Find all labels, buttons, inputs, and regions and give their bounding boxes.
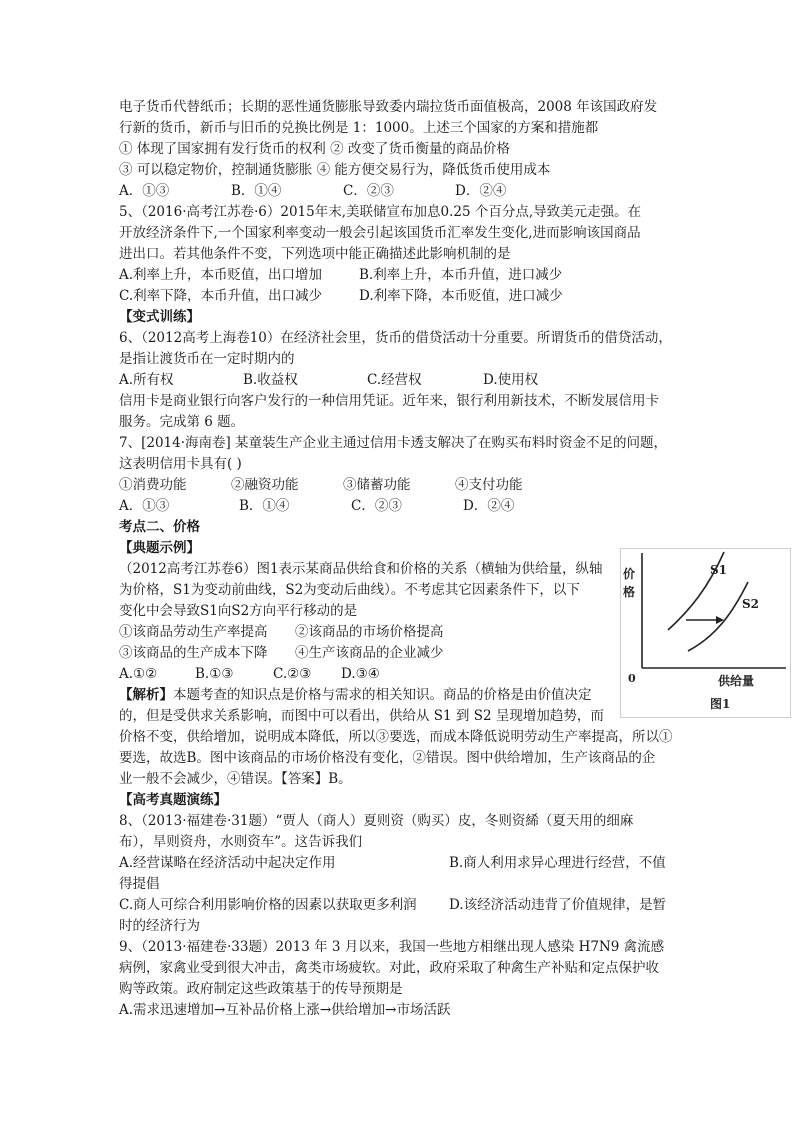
figure-caption: 图1 <box>710 697 731 711</box>
text-line: 7、[2014·海南卷] 某童装生产企业主通过信用卡透支解决了在购买布料时资金不足的问题， <box>119 435 668 451</box>
answer-option: ①消费功能 <box>119 477 187 493</box>
text-line: 服务。完成第 6 题。 <box>119 414 245 430</box>
answer-option: ③该商品的生产成本下降 <box>119 645 268 661</box>
answer-option: D．②④ <box>455 183 507 199</box>
text-line: A.需求迅速增加→互补品价格上涨→供给增加→市场活跃 <box>119 1002 451 1018</box>
analysis-label: 【解析】 <box>119 687 173 703</box>
answer-option: A.①② <box>119 666 158 682</box>
answer-option: A.利率上升，本币贬值，出口增加 <box>119 267 323 283</box>
supply-price-figure <box>620 548 791 718</box>
text-line: 信用卡是商业银行向客户发行的一种信用凭证。近年来，银行利用新技术，不断发展信用卡 <box>119 393 659 409</box>
answer-option: ④支付功能 <box>455 477 523 493</box>
text-line: 8、（2013·福建卷·31题）“贾人（商人）夏则资（购买）皮，冬则资絺（夏天用的细麻 <box>119 813 634 829</box>
x-axis-label: 供给量 <box>718 674 755 688</box>
text-line: ③ 可以稳定物价，控制通货膨胀 ④ 能方便交易行为，降低货币使用成本 <box>119 162 551 178</box>
supply-curve-chart <box>620 548 791 718</box>
answer-option: B.商人利用求异心理进行经营，不值 <box>449 855 666 871</box>
text-line: 变化中会导致S1向S2方向平行移动的是 <box>119 603 358 619</box>
answer-option: C．②③ <box>343 183 394 199</box>
text-line: 9、（2013·福建卷·33题）2013 年 3 月以来，我国一些地方相继出现人感染 H7N9 禽流感 <box>119 939 665 955</box>
answer-option: A.所有权 <box>119 372 174 388</box>
answer-option: C．②③ <box>351 498 402 514</box>
text-line: 6、（2012高考上海卷10）在经济社会里，货币的借贷活动十分重要。所谓货币的借贷活动， <box>119 330 672 346</box>
text-line: 的，但是受供求关系影响，而图中可以看出，供给从 S1 到 S2 呈现增加趋势，而 <box>119 708 604 724</box>
answer-option: D.使用权 <box>483 372 539 388</box>
answer-option: ③储蓄功能 <box>343 477 411 493</box>
text-line: 时的经济行为 <box>119 918 200 934</box>
answer-option: C.②③ <box>273 666 312 682</box>
text-line: 进出口。若其他条件不变，下列选项中能正确描述此影响机制的是 <box>119 246 511 262</box>
answer-option: B.利率上升，本币升值，进口减少 <box>359 267 563 283</box>
answer-option: ④生产该商品的企业减少 <box>295 645 444 661</box>
answer-option: D.③④ <box>341 666 380 682</box>
text-line: 电子货币代替纸币；长期的恶性通货膨胀导致委内瑞拉货币面值极高，2008 年该国政府发 <box>119 99 658 115</box>
text-line: ① 体现了国家拥有发行货币的权利 ② 改变了货币衡量的商品价格 <box>119 141 510 157</box>
answer-option: ①该商品劳动生产率提高 <box>119 624 268 640</box>
answer-option: D.该经济活动违背了价值规律，是暂 <box>449 897 667 913</box>
section-heading: 【典题示例】 <box>119 540 200 556</box>
answer-option: B．①④ <box>231 183 282 199</box>
answer-option: D．②④ <box>463 498 515 514</box>
text-line: 病例，家禽业受到很大冲击，禽类市场疲软。对此，政府采取了种禽生产补贴和定点保护收 <box>119 960 659 976</box>
answer-option: B.收益权 <box>243 372 298 388</box>
text-line: 得提倡 <box>119 876 160 892</box>
text-line: （2012高考江苏卷6）图1表示某商品供给食和价格的关系（横轴为供给量，纵轴 <box>119 561 603 577</box>
text-line: 行新的货币，新币与旧币的兑换比例是 1：1000。上述三个国家的方案和措施都 <box>119 120 599 136</box>
answer-option: A．①③ <box>119 498 170 514</box>
section-heading: 【高考真题演练】 <box>119 792 227 808</box>
section-heading: 【变式训练】 <box>119 309 200 325</box>
answer-option: ②该商品的市场价格提高 <box>295 624 444 640</box>
text-line: 开放经济条件下,一个国家利率变动一般会引起该国货币汇率发生变化,进而影响该国商品 <box>119 225 641 241</box>
text-line: 为价格，S1为变动前曲线，S2为变动后曲线）。不考虑其它因素条件下，以下 <box>119 582 580 598</box>
answer-option: ②融资功能 <box>231 477 299 493</box>
text-line: 业一般不会减少，④错误。【答案】B。 <box>119 771 352 787</box>
text-line: 布），旱则资舟，水则资车”。这告诉我们 <box>119 834 363 850</box>
text-line: 5、（2016·高考江苏卷·6）2015年末,美联储宣布加息0.25 个百分点,导致美元走强。在 <box>119 204 642 220</box>
text-line: 要选，故选B。图中该商品的市场价格没有变化，②错误。图中供给增加，生产该商品的企 <box>119 750 656 766</box>
answer-option: B．①④ <box>239 498 290 514</box>
section-heading: 考点二、价格 <box>119 519 200 535</box>
answer-option: C.利率下降，本币升值，出口减少 <box>119 288 323 304</box>
answer-option: A.经营谋略在经济活动中起决定作用 <box>119 855 336 871</box>
figure-frame <box>621 549 791 718</box>
y-axis-label-1: 价 <box>623 567 636 581</box>
answer-option: A．①③ <box>119 183 170 199</box>
text-line: 这表明信用卡具有( ) <box>119 456 242 472</box>
text-line: 购等政策。政府制定这些政策基于的传导预期是 <box>119 981 403 997</box>
answer-option: B.①③ <box>195 666 234 682</box>
answer-option: C.经营权 <box>367 372 422 388</box>
s2-label: S2 <box>742 597 760 611</box>
origin-label: 0 <box>628 672 636 685</box>
y-axis-label-2: 格 <box>623 585 636 599</box>
text-line: 价格不变，供给增加，说明成本降低，所以③要选，而成本降低说明劳动生产率提高，所以① <box>119 729 673 745</box>
text-line: 【解析】本题考查的知识点是价格与需求的相关知识。商品的价格是由价值决定 <box>119 687 592 703</box>
answer-option: D.利率下降，本币贬值，进口减少 <box>359 288 563 304</box>
text-line: 是指让渡货币在一定时期内的 <box>119 351 295 367</box>
answer-option: C.商人可综合利用影响价格的因素以获取更多利润 <box>119 897 417 913</box>
s1-label: S1 <box>710 563 728 577</box>
